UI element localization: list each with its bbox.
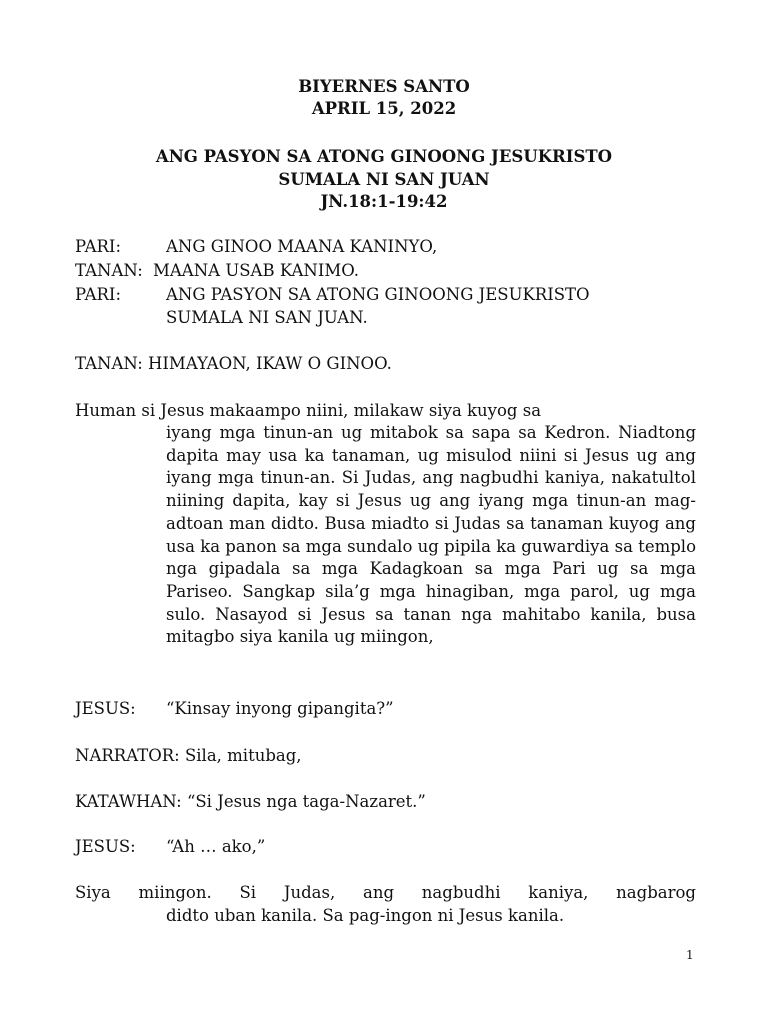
narrator-line-2: NARRATOR: Sila, mitubag, xyxy=(75,746,302,765)
document-subtitle: SUMALA NI SAN JUAN xyxy=(278,170,490,189)
speaker-pari: PARI: xyxy=(75,237,122,256)
narrator-line-3-cont: didto uban kanila. Sa pag-ingon ni Jesus kanila. xyxy=(166,906,565,925)
document-title: ANG PASYON SA ATONG GINOONG JESUKRISTO xyxy=(155,147,613,166)
tanan-response: TANAN: HIMAYAON, IKAW O GINOO. xyxy=(75,354,392,373)
speaker-pari: PARI: xyxy=(75,285,122,304)
narrator-line-3-first: Siya miingon. Si Judas, ang nagbudhi kaniya, nagbarog xyxy=(75,883,696,902)
narrator-first-line: Human si Jesus makaampo niini, milakaw siya kuyog sa xyxy=(75,401,542,420)
pari-line-1: ANG GINOO MAANA KANINYO, xyxy=(166,237,438,256)
page-number: 1 xyxy=(686,948,694,962)
narrator-paragraph-1: iyang mga tinun-an ug mitabok sa sapa sa Kedron. Niadtong dapita may usa ka tanaman, ug misulod niini si Jesus ug ang iyang mga tinun-an. Si Judas, ang nagbudhi kaniya, nakatultol niining dapita, kay si Jesus ug ang iyang mga tinun-an mag-adtoan man didto. Busa miadto si Judas sa tanaman kuyog ang usa ka panon sa mga sundalo ug pipila ka guwardiya sa templo nga gipadala sa mga Kadagkoan sa mga Pari ug sa mga Pariseo. Sangkap sila’g mga hinagiban, mga parol, ug mga sulo. Nasayod si Jesus sa tanan nga mahitabo kanila, busa mitagbo siya kanila ug miingon, xyxy=(166,423,696,647)
speaker-tanan: TANAN: xyxy=(75,261,143,280)
speaker-jesus: JESUS: xyxy=(75,837,136,856)
header-day: BIYERNES SANTO xyxy=(298,77,470,96)
pari-line-2-cont: SUMALA NI SAN JUAN. xyxy=(166,308,368,327)
header-date: APRIL 15, 2022 xyxy=(311,99,457,118)
pari-line-2: ANG PASYON SA ATONG GINOONG JESUKRISTO xyxy=(166,285,590,304)
jesus-line-2: “Ah … ako,” xyxy=(166,837,266,856)
speaker-jesus: JESUS: xyxy=(75,699,136,718)
tanan-line-1: MAANA USAB KANIMO. xyxy=(153,261,360,280)
jesus-line-1: “Kinsay inyong gipangita?” xyxy=(166,699,394,718)
katawhan-line: KATAWHAN: “Si Jesus nga taga-Nazaret.” xyxy=(75,792,426,811)
scripture-reference: JN.18:1-19:42 xyxy=(320,192,448,211)
